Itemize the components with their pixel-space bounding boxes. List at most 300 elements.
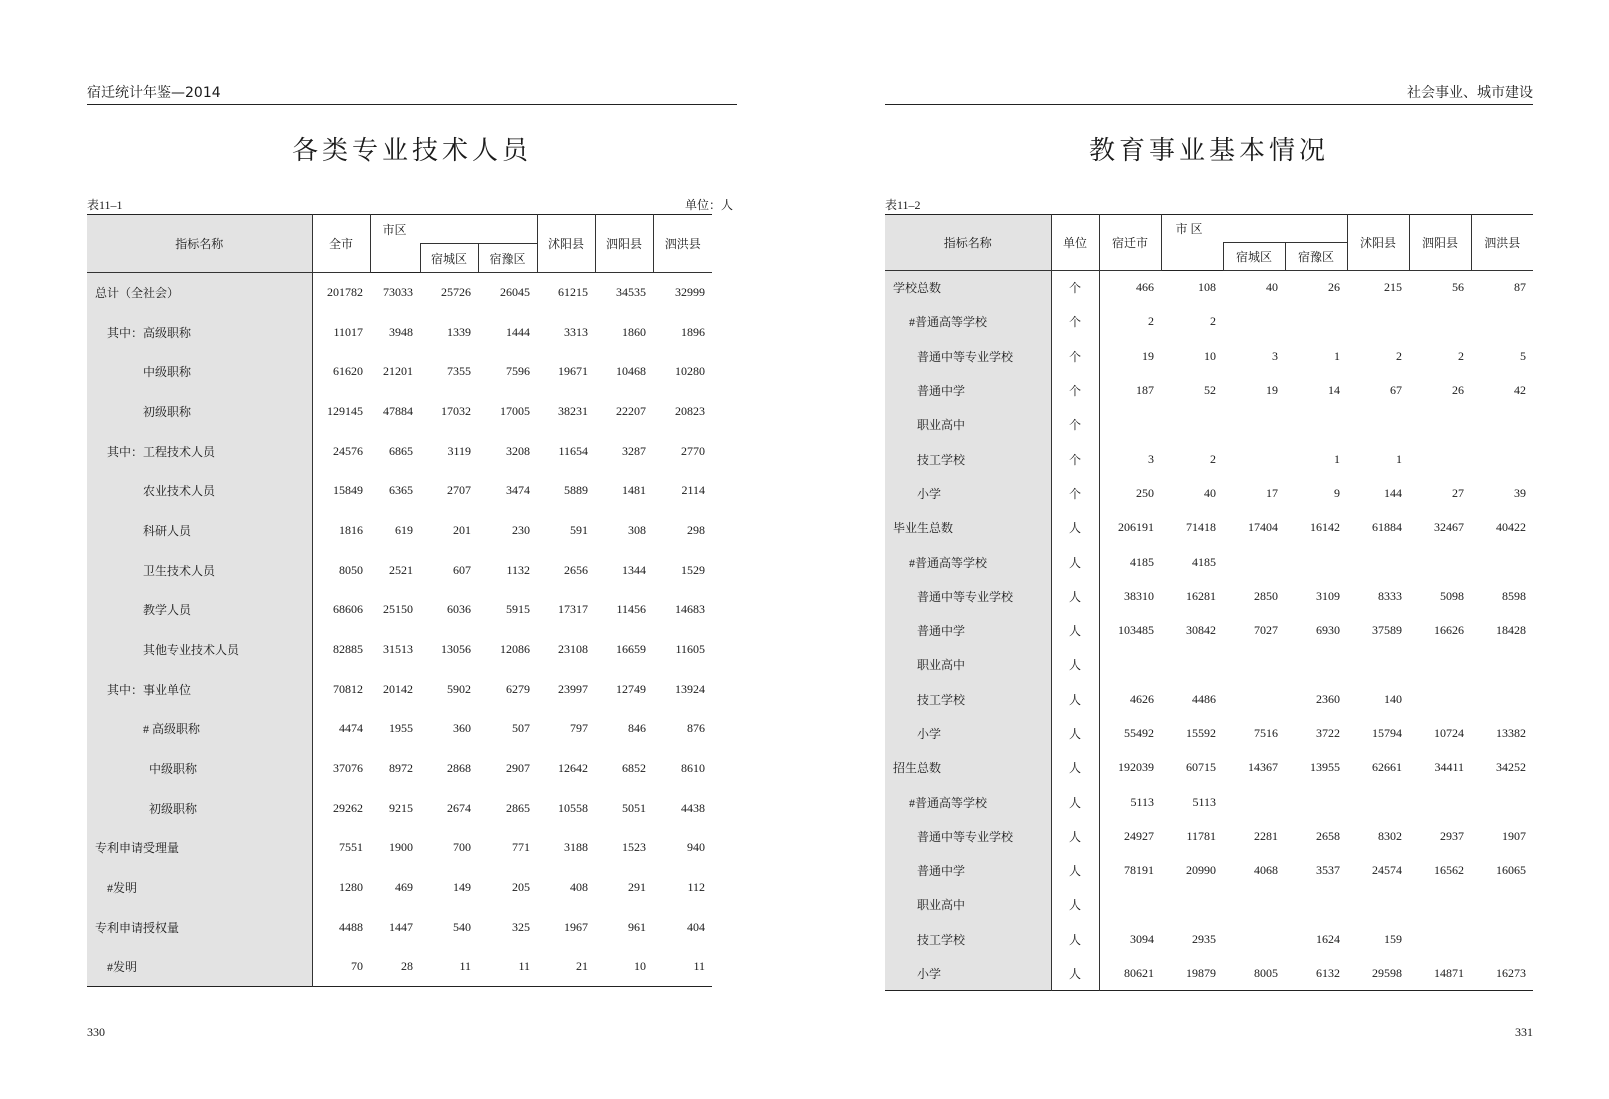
cell-value: 507 bbox=[512, 721, 530, 736]
cell-value: 32467 bbox=[1434, 520, 1464, 535]
cell-value: 29262 bbox=[333, 800, 363, 815]
cell-value: 19671 bbox=[558, 364, 588, 379]
cell-value: 13382 bbox=[1496, 726, 1526, 740]
table-row bbox=[885, 511, 1533, 545]
cell-value bbox=[1409, 888, 1471, 922]
cell-value: 6865 bbox=[389, 443, 413, 458]
cell-value: 1444 bbox=[506, 324, 530, 339]
row-label: 毕业生总数 bbox=[885, 511, 1051, 545]
row-unit: 人 bbox=[1051, 511, 1099, 545]
cell-value: 961 bbox=[628, 919, 646, 934]
cell-value: 17032 bbox=[441, 403, 471, 418]
cell-value: 9 bbox=[1334, 485, 1340, 500]
cell-value: 8610 bbox=[681, 761, 705, 776]
cell-value: 771 bbox=[512, 840, 530, 855]
cell-value: 1280 bbox=[339, 880, 363, 895]
cell-value: 28 bbox=[401, 959, 413, 974]
cell-value: 17404 bbox=[1248, 520, 1278, 535]
cell-value bbox=[1409, 305, 1471, 339]
row-label: 普通中等专业学校 bbox=[885, 339, 1051, 373]
cell-value bbox=[1223, 785, 1285, 819]
row-unit: 人 bbox=[1051, 579, 1099, 613]
table-row bbox=[87, 352, 712, 392]
cell-value: 82885 bbox=[333, 642, 363, 657]
cell-value: 159 bbox=[1384, 931, 1402, 946]
cell-value: 3 bbox=[1148, 451, 1154, 466]
table-row bbox=[885, 339, 1533, 373]
row-label: 普通中学 bbox=[885, 854, 1051, 888]
row-label: 其中：高级职称 bbox=[87, 312, 312, 352]
cell-value: 73033 bbox=[383, 285, 413, 300]
table-row bbox=[87, 749, 712, 789]
cell-value: 2 bbox=[1396, 348, 1402, 363]
cell-value: 4474 bbox=[339, 721, 363, 736]
table-row bbox=[885, 305, 1533, 339]
education-table bbox=[885, 214, 1533, 991]
cell-value: 2707 bbox=[447, 483, 471, 498]
row-label: 技工学校 bbox=[885, 922, 1051, 956]
row-unit: 个 bbox=[1051, 339, 1099, 373]
cell-value: 1523 bbox=[622, 840, 646, 855]
row-label: 中级职称 bbox=[87, 749, 312, 789]
cell-value: 38231 bbox=[558, 403, 588, 418]
cell-value bbox=[1409, 785, 1471, 819]
row-label: 职业高中 bbox=[885, 408, 1051, 442]
cell-value bbox=[1161, 888, 1223, 922]
cell-value: 325 bbox=[512, 919, 530, 934]
cell-value: 4486 bbox=[1192, 691, 1216, 706]
table-row bbox=[87, 669, 712, 709]
cell-value: 14 bbox=[1328, 383, 1340, 398]
cell-value: 1816 bbox=[339, 522, 363, 537]
cell-value: 298 bbox=[687, 522, 705, 537]
cell-value bbox=[1223, 922, 1285, 956]
cell-value bbox=[1347, 305, 1409, 339]
cell-value: 10 bbox=[634, 959, 646, 974]
table-body bbox=[87, 273, 712, 987]
cell-value: 29598 bbox=[1372, 965, 1402, 980]
table-number: 表11–1 bbox=[87, 198, 123, 212]
cell-value: 3474 bbox=[506, 483, 530, 498]
cell-value: 6132 bbox=[1316, 965, 1340, 980]
header-suyu: 宿豫区 bbox=[478, 244, 537, 273]
cell-value bbox=[1223, 305, 1285, 339]
cell-value: 404 bbox=[687, 919, 705, 934]
row-unit: 个 bbox=[1051, 305, 1099, 339]
cell-value: 3109 bbox=[1316, 588, 1340, 603]
table-row bbox=[87, 828, 712, 868]
cell-value: 61620 bbox=[333, 364, 363, 379]
cell-value: 78191 bbox=[1124, 863, 1154, 878]
cell-value bbox=[1223, 442, 1285, 476]
cell-value: 7355 bbox=[447, 364, 471, 379]
cell-value: 10558 bbox=[558, 800, 588, 815]
cell-value: 5113 bbox=[1192, 794, 1216, 809]
table-row bbox=[87, 273, 712, 313]
cell-value: 11 bbox=[693, 959, 705, 974]
cell-value: 13924 bbox=[675, 681, 705, 696]
cell-value: 40 bbox=[1204, 485, 1216, 500]
row-label: 小学 bbox=[885, 716, 1051, 750]
cell-value: 1907 bbox=[1502, 828, 1526, 843]
cell-value: 1 bbox=[1396, 451, 1402, 466]
row-unit: 人 bbox=[1051, 648, 1099, 682]
header-sihong: 泗洪县 bbox=[653, 215, 712, 273]
cell-value: 7596 bbox=[506, 364, 530, 379]
cell-value: 140 bbox=[1384, 691, 1402, 706]
header-siyang: 泗阳县 bbox=[595, 215, 653, 273]
cell-value: 12749 bbox=[616, 681, 646, 696]
cell-value: 4068 bbox=[1254, 863, 1278, 878]
cell-value: 16142 bbox=[1310, 520, 1340, 535]
cell-value: 71418 bbox=[1186, 520, 1216, 535]
cell-value bbox=[1285, 305, 1347, 339]
cell-value: 31513 bbox=[383, 642, 413, 657]
row-label: #发明 bbox=[87, 947, 312, 987]
cell-value: 797 bbox=[570, 721, 588, 736]
cell-value: 6930 bbox=[1316, 623, 1340, 638]
cell-value: 12086 bbox=[500, 642, 530, 657]
cell-value bbox=[1471, 888, 1533, 922]
cell-value bbox=[1161, 648, 1223, 682]
cell-value bbox=[1223, 888, 1285, 922]
table-row bbox=[87, 630, 712, 670]
cell-value: 16273 bbox=[1496, 965, 1526, 980]
cell-value: 2360 bbox=[1316, 691, 1340, 706]
cell-value: 6036 bbox=[447, 602, 471, 617]
cell-value: 10468 bbox=[616, 364, 646, 379]
cell-value: 34252 bbox=[1496, 760, 1526, 775]
cell-value: 6365 bbox=[389, 483, 413, 498]
cell-value: 3208 bbox=[506, 443, 530, 458]
table-row bbox=[885, 271, 1533, 305]
table-row bbox=[87, 868, 712, 908]
row-unit: 人 bbox=[1051, 716, 1099, 750]
cell-value: 16065 bbox=[1496, 863, 1526, 878]
cell-value bbox=[1099, 648, 1161, 682]
cell-value: 70 bbox=[351, 959, 363, 974]
cell-value: 876 bbox=[687, 721, 705, 736]
row-label: 职业高中 bbox=[885, 888, 1051, 922]
table-row bbox=[87, 709, 712, 749]
cell-value: 2658 bbox=[1316, 828, 1340, 843]
cell-value bbox=[1285, 785, 1347, 819]
right-page bbox=[885, 0, 1533, 1099]
cell-value: 24576 bbox=[333, 443, 363, 458]
cell-value: 15592 bbox=[1186, 726, 1216, 740]
cell-value: 112 bbox=[687, 880, 705, 895]
table-row bbox=[885, 648, 1533, 682]
cell-value: 192039 bbox=[1118, 760, 1154, 775]
cell-value bbox=[1223, 648, 1285, 682]
cell-value: 8005 bbox=[1254, 965, 1278, 980]
cell-value: 20823 bbox=[675, 403, 705, 418]
cell-value: 62661 bbox=[1372, 760, 1402, 775]
cell-value: 3722 bbox=[1316, 726, 1340, 740]
header-shuyang: 沭阳县 bbox=[1347, 215, 1409, 271]
cell-value: 19879 bbox=[1186, 965, 1216, 980]
cell-value: 5902 bbox=[447, 681, 471, 696]
table-row bbox=[885, 956, 1533, 990]
cell-value: 108 bbox=[1198, 280, 1216, 295]
cell-value bbox=[1347, 888, 1409, 922]
cell-value: 1955 bbox=[389, 721, 413, 736]
cell-value: 846 bbox=[628, 721, 646, 736]
cell-value: 230 bbox=[512, 522, 530, 537]
cell-value: 61884 bbox=[1372, 520, 1402, 535]
cell-value: 187 bbox=[1136, 383, 1154, 398]
cell-value: 1860 bbox=[622, 324, 646, 339]
row-label: 其他专业技术人员 bbox=[87, 630, 312, 670]
row-label: 普通中学 bbox=[885, 613, 1051, 647]
cell-value bbox=[1347, 545, 1409, 579]
cell-value: 60715 bbox=[1186, 760, 1216, 775]
cell-value: 1967 bbox=[564, 919, 588, 934]
cell-value: 19 bbox=[1266, 383, 1278, 398]
cell-value: 5113 bbox=[1130, 794, 1154, 809]
cell-value: 21201 bbox=[383, 364, 413, 379]
cell-value: 10280 bbox=[675, 364, 705, 379]
cell-value: 1339 bbox=[447, 324, 471, 339]
cell-value: 14367 bbox=[1248, 760, 1278, 775]
row-label: 其中：事业单位 bbox=[87, 669, 312, 709]
cell-value: 205 bbox=[512, 880, 530, 895]
cell-value bbox=[1471, 682, 1533, 716]
row-unit: 人 bbox=[1051, 888, 1099, 922]
cell-value: 14683 bbox=[675, 602, 705, 617]
cell-value: 61215 bbox=[558, 285, 588, 300]
cell-value bbox=[1285, 648, 1347, 682]
cell-value: 607 bbox=[453, 562, 471, 577]
table-row bbox=[87, 471, 712, 511]
cell-value: 540 bbox=[453, 919, 471, 934]
cell-value: 11 bbox=[518, 959, 530, 974]
table-row bbox=[87, 590, 712, 630]
cell-value: 23108 bbox=[558, 642, 588, 657]
cell-value: 24927 bbox=[1124, 828, 1154, 843]
header-total: 全市 bbox=[312, 215, 370, 273]
cell-value: 17005 bbox=[500, 403, 530, 418]
cell-value bbox=[1161, 408, 1223, 442]
cell-value: 360 bbox=[453, 721, 471, 736]
cell-value: 1 bbox=[1334, 348, 1340, 363]
table-row bbox=[885, 442, 1533, 476]
cell-value: 7551 bbox=[339, 840, 363, 855]
row-label: 小学 bbox=[885, 476, 1051, 510]
cell-value: 2281 bbox=[1254, 828, 1278, 843]
row-unit: 个 bbox=[1051, 442, 1099, 476]
cell-value bbox=[1471, 785, 1533, 819]
cell-value bbox=[1347, 785, 1409, 819]
cell-value: 40 bbox=[1266, 280, 1278, 295]
cell-value: 7027 bbox=[1254, 623, 1278, 638]
row-label: # 高级职称 bbox=[87, 709, 312, 749]
row-label: 科研人员 bbox=[87, 511, 312, 551]
cell-value: 18428 bbox=[1496, 623, 1526, 638]
row-label: 卫生技术人员 bbox=[87, 550, 312, 590]
cell-value bbox=[1471, 442, 1533, 476]
header-district-blank bbox=[1161, 243, 1223, 271]
row-label: 招生总数 bbox=[885, 751, 1051, 785]
cell-value: 3188 bbox=[564, 840, 588, 855]
cell-value: 5098 bbox=[1440, 588, 1464, 603]
cell-value: 13056 bbox=[441, 642, 471, 657]
header-total: 宿迁市 bbox=[1099, 215, 1161, 271]
cell-value: 20990 bbox=[1186, 863, 1216, 878]
cell-value: 144 bbox=[1384, 485, 1402, 500]
cell-value: 32999 bbox=[675, 285, 705, 300]
cell-value: 25150 bbox=[383, 602, 413, 617]
cell-value: 2850 bbox=[1254, 588, 1278, 603]
cell-value: 8598 bbox=[1502, 588, 1526, 603]
cell-value: 26045 bbox=[500, 285, 530, 300]
header-shuyang: 沭阳县 bbox=[537, 215, 595, 273]
table-row bbox=[87, 908, 712, 948]
cell-value: 2865 bbox=[506, 800, 530, 815]
header-district: 市区 bbox=[370, 215, 537, 244]
cell-value bbox=[1471, 408, 1533, 442]
cell-value bbox=[1285, 888, 1347, 922]
cell-value: 940 bbox=[687, 840, 705, 855]
row-unit: 人 bbox=[1051, 545, 1099, 579]
cell-value: 5051 bbox=[622, 800, 646, 815]
cell-value: 2521 bbox=[389, 562, 413, 577]
cell-value: 12642 bbox=[558, 761, 588, 776]
cell-value: 3537 bbox=[1316, 863, 1340, 878]
cell-value bbox=[1409, 922, 1471, 956]
cell-value: 4185 bbox=[1192, 554, 1216, 569]
row-unit: 个 bbox=[1051, 373, 1099, 407]
cell-value: 6852 bbox=[622, 761, 646, 776]
table-row bbox=[885, 854, 1533, 888]
table-title: 各类专业技术人员 bbox=[291, 136, 532, 166]
row-label: #普通高等学校 bbox=[885, 785, 1051, 819]
cell-value: 15794 bbox=[1372, 726, 1402, 740]
row-label: 专利申请授权量 bbox=[87, 908, 312, 948]
row-label: 初级职称 bbox=[87, 392, 312, 432]
cell-value: 103485 bbox=[1118, 623, 1154, 638]
cell-value: 87 bbox=[1514, 280, 1526, 295]
cell-value bbox=[1347, 408, 1409, 442]
cell-value: 2770 bbox=[681, 443, 705, 458]
row-unit: 人 bbox=[1051, 956, 1099, 990]
table-row bbox=[87, 947, 712, 987]
cell-value bbox=[1347, 648, 1409, 682]
table-row bbox=[885, 408, 1533, 442]
running-head: 社会事业、城市建设 bbox=[885, 84, 1533, 105]
row-unit: 个 bbox=[1051, 476, 1099, 510]
cell-value: 2 bbox=[1148, 314, 1154, 329]
cell-value: 17 bbox=[1266, 485, 1278, 500]
left-page bbox=[87, 0, 737, 1099]
cell-value: 16626 bbox=[1434, 623, 1464, 638]
cell-value: 1529 bbox=[681, 562, 705, 577]
row-unit: 人 bbox=[1051, 751, 1099, 785]
table-row bbox=[885, 922, 1533, 956]
cell-value bbox=[1471, 305, 1533, 339]
row-unit: 人 bbox=[1051, 613, 1099, 647]
row-label: 农业技术人员 bbox=[87, 471, 312, 511]
cell-value: 37076 bbox=[333, 761, 363, 776]
cell-value: 70812 bbox=[333, 681, 363, 696]
cell-value: 7516 bbox=[1254, 726, 1278, 740]
cell-value: 23997 bbox=[558, 681, 588, 696]
header-sucheng: 宿城区 bbox=[1223, 243, 1285, 271]
row-unit: 人 bbox=[1051, 819, 1099, 853]
cell-value: 6279 bbox=[506, 681, 530, 696]
cell-value: 215 bbox=[1384, 280, 1402, 295]
row-label: 技工学校 bbox=[885, 442, 1051, 476]
table-row bbox=[87, 511, 712, 551]
cell-value: 20142 bbox=[383, 681, 413, 696]
cell-value: 1900 bbox=[389, 840, 413, 855]
cell-value: 56 bbox=[1452, 280, 1464, 295]
cell-value: 16281 bbox=[1186, 588, 1216, 603]
cell-value: 129145 bbox=[327, 403, 363, 418]
cell-value: 17317 bbox=[558, 602, 588, 617]
cell-value: 15849 bbox=[333, 483, 363, 498]
table-row bbox=[885, 819, 1533, 853]
cell-value bbox=[1223, 545, 1285, 579]
cell-value: 10 bbox=[1204, 348, 1216, 363]
cell-value: 68606 bbox=[333, 602, 363, 617]
cell-value bbox=[1223, 408, 1285, 442]
row-unit: 人 bbox=[1051, 682, 1099, 716]
cell-value: 19 bbox=[1142, 348, 1154, 363]
cell-value: 1447 bbox=[389, 919, 413, 934]
cell-value: 1132 bbox=[506, 562, 530, 577]
cell-value: 4185 bbox=[1130, 554, 1154, 569]
cell-value: 2 bbox=[1458, 348, 1464, 363]
header-unit: 单位 bbox=[1051, 215, 1099, 271]
cell-value: 40422 bbox=[1496, 520, 1526, 535]
row-label: 技工学校 bbox=[885, 682, 1051, 716]
table-row bbox=[885, 476, 1533, 510]
cell-value: 22207 bbox=[616, 403, 646, 418]
cell-value: 3119 bbox=[447, 443, 471, 458]
cell-value: 9215 bbox=[389, 800, 413, 815]
cell-value: 11781 bbox=[1186, 828, 1216, 843]
cell-value: 42 bbox=[1514, 383, 1526, 398]
header-sucheng: 宿城区 bbox=[420, 244, 478, 273]
cell-value bbox=[1409, 442, 1471, 476]
cell-value: 3094 bbox=[1130, 931, 1154, 946]
cell-value: 250 bbox=[1136, 485, 1154, 500]
cell-value: 16659 bbox=[616, 642, 646, 657]
row-label: #发明 bbox=[87, 868, 312, 908]
cell-value: 201 bbox=[453, 522, 471, 537]
cell-value: 619 bbox=[395, 522, 413, 537]
row-unit: 个 bbox=[1051, 271, 1099, 305]
cell-value: 206191 bbox=[1118, 520, 1154, 535]
cell-value: 8972 bbox=[389, 761, 413, 776]
cell-value: 4626 bbox=[1130, 691, 1154, 706]
cell-value: 700 bbox=[453, 840, 471, 855]
cell-value bbox=[1099, 408, 1161, 442]
cell-value: 26 bbox=[1452, 383, 1464, 398]
cell-value bbox=[1409, 648, 1471, 682]
row-label: 小学 bbox=[885, 956, 1051, 990]
cell-value: 2656 bbox=[564, 562, 588, 577]
cell-value: 1 bbox=[1334, 451, 1340, 466]
cell-value: 47884 bbox=[383, 403, 413, 418]
cell-value bbox=[1285, 408, 1347, 442]
cell-value bbox=[1471, 545, 1533, 579]
cell-value: 3287 bbox=[622, 443, 646, 458]
cell-value: 11605 bbox=[675, 642, 705, 657]
cell-value: 11654 bbox=[558, 443, 588, 458]
row-label: 普通中等专业学校 bbox=[885, 579, 1051, 613]
